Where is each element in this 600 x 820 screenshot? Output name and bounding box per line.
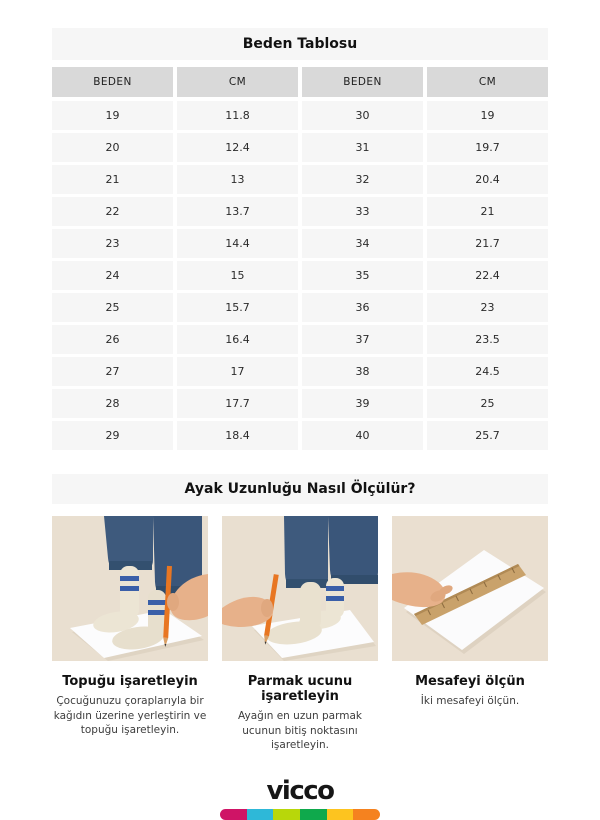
logo-color-segment [300, 809, 327, 820]
logo-color-segment [247, 809, 274, 820]
table-cell: 37 [302, 325, 423, 354]
mark-toe-photo [222, 516, 378, 661]
guide-title-band [52, 474, 548, 504]
guide-step-2 [222, 674, 378, 753]
size-table-body [52, 101, 548, 450]
table-cell: 17 [177, 357, 298, 386]
measure-distance-photo [392, 516, 548, 661]
table-cell: 34 [302, 229, 423, 258]
table-row [52, 389, 548, 418]
table-cell: 33 [302, 197, 423, 226]
table-cell: 14.4 [177, 229, 298, 258]
table-cell: 23 [52, 229, 173, 258]
table-cell: 28 [52, 389, 173, 418]
table-row [52, 101, 548, 130]
table-row [52, 421, 548, 450]
jeans [284, 516, 378, 588]
table-cell: 26 [52, 325, 173, 354]
table-cell: 24 [52, 261, 173, 290]
table-cell: 35 [302, 261, 423, 290]
table-cell: 15 [177, 261, 298, 290]
table-cell: 32 [302, 165, 423, 194]
table-cell: 19.7 [427, 133, 548, 162]
table-header-cell: BEDEN [52, 67, 173, 97]
table-cell: 23 [427, 293, 548, 322]
table-cell: 39 [302, 389, 423, 418]
table-row [52, 293, 548, 322]
table-cell: 23.5 [427, 325, 548, 354]
logo-color-segment [220, 809, 247, 820]
table-cell: 20.4 [427, 165, 548, 194]
mark-toe-illustration [222, 516, 378, 661]
table-cell: 17.7 [177, 389, 298, 418]
guide-captions [52, 674, 548, 753]
table-cell: 27 [52, 357, 173, 386]
table-cell: 38 [302, 357, 423, 386]
table-cell: 16.4 [177, 325, 298, 354]
table-row [52, 133, 548, 162]
table-cell: 22 [52, 197, 173, 226]
guide-step-title: Parmak ucunu işaretleyin [247, 674, 353, 704]
brand-logo-text: vicco [266, 776, 334, 807]
table-cell: 18.4 [177, 421, 298, 450]
table-cell: 31 [302, 133, 423, 162]
table-cell: 22.4 [427, 261, 548, 290]
guide-step-description: İki mesafeyi ölçün. [420, 695, 520, 707]
measure-distance-illustration [392, 516, 548, 661]
size-table-title: Beden Tablosu [242, 36, 358, 52]
table-row [52, 357, 548, 386]
guide-step-3 [392, 674, 548, 753]
table-cell: 21 [427, 197, 548, 226]
guide-title: Ayak Uzunluğu Nasıl Ölçülür? [184, 481, 416, 497]
mark-heel-photo [52, 516, 208, 661]
table-cell: 24.5 [427, 357, 548, 386]
table-cell: 21 [52, 165, 173, 194]
table-cell: 19 [52, 101, 173, 130]
table-cell: 19 [427, 101, 548, 130]
size-table-header-row [52, 67, 548, 97]
table-cell: 40 [302, 421, 423, 450]
table-cell: 11.8 [177, 101, 298, 130]
table-header-cell: CM [177, 67, 298, 97]
table-cell: 30 [302, 101, 423, 130]
table-cell: 29 [52, 421, 173, 450]
size-table-title-band [52, 28, 548, 60]
guide-step-1 [52, 674, 208, 753]
guide-step-title: Mesafeyi ölçün [415, 674, 525, 689]
table-cell: 25.7 [427, 421, 548, 450]
table-row [52, 165, 548, 194]
table-cell: 13 [177, 165, 298, 194]
table-header-cell: BEDEN [302, 67, 423, 97]
table-header-cell: CM [427, 67, 548, 97]
logo-color-segment [327, 809, 354, 820]
logo-color-segment [353, 809, 380, 820]
mark-heel-illustration [52, 516, 208, 661]
table-row [52, 229, 548, 258]
logo-color-segment [273, 809, 300, 820]
table-cell: 20 [52, 133, 173, 162]
guide-step-description: Çocuğunuzu çoraplarıyla bir kağıdın üzerine yerleştirin ve topuğu işaretleyin. [53, 695, 207, 737]
table-cell: 25 [52, 293, 173, 322]
table-cell: 13.7 [177, 197, 298, 226]
table-row [52, 197, 548, 226]
brand-logo [52, 777, 548, 820]
guide-step-title: Topuğu işaretleyin [62, 674, 198, 689]
table-cell: 21.7 [427, 229, 548, 258]
table-cell: 36 [302, 293, 423, 322]
guide-step-description: Ayağın en uzun parmak ucunun bitiş noktasını işaretleyin. [238, 710, 362, 752]
guide-photos [52, 516, 548, 661]
logo-color-bar [220, 809, 380, 820]
table-cell: 15.7 [177, 293, 298, 322]
table-row [52, 261, 548, 290]
table-cell: 12.4 [177, 133, 298, 162]
table-cell: 25 [427, 389, 548, 418]
table-row [52, 325, 548, 354]
